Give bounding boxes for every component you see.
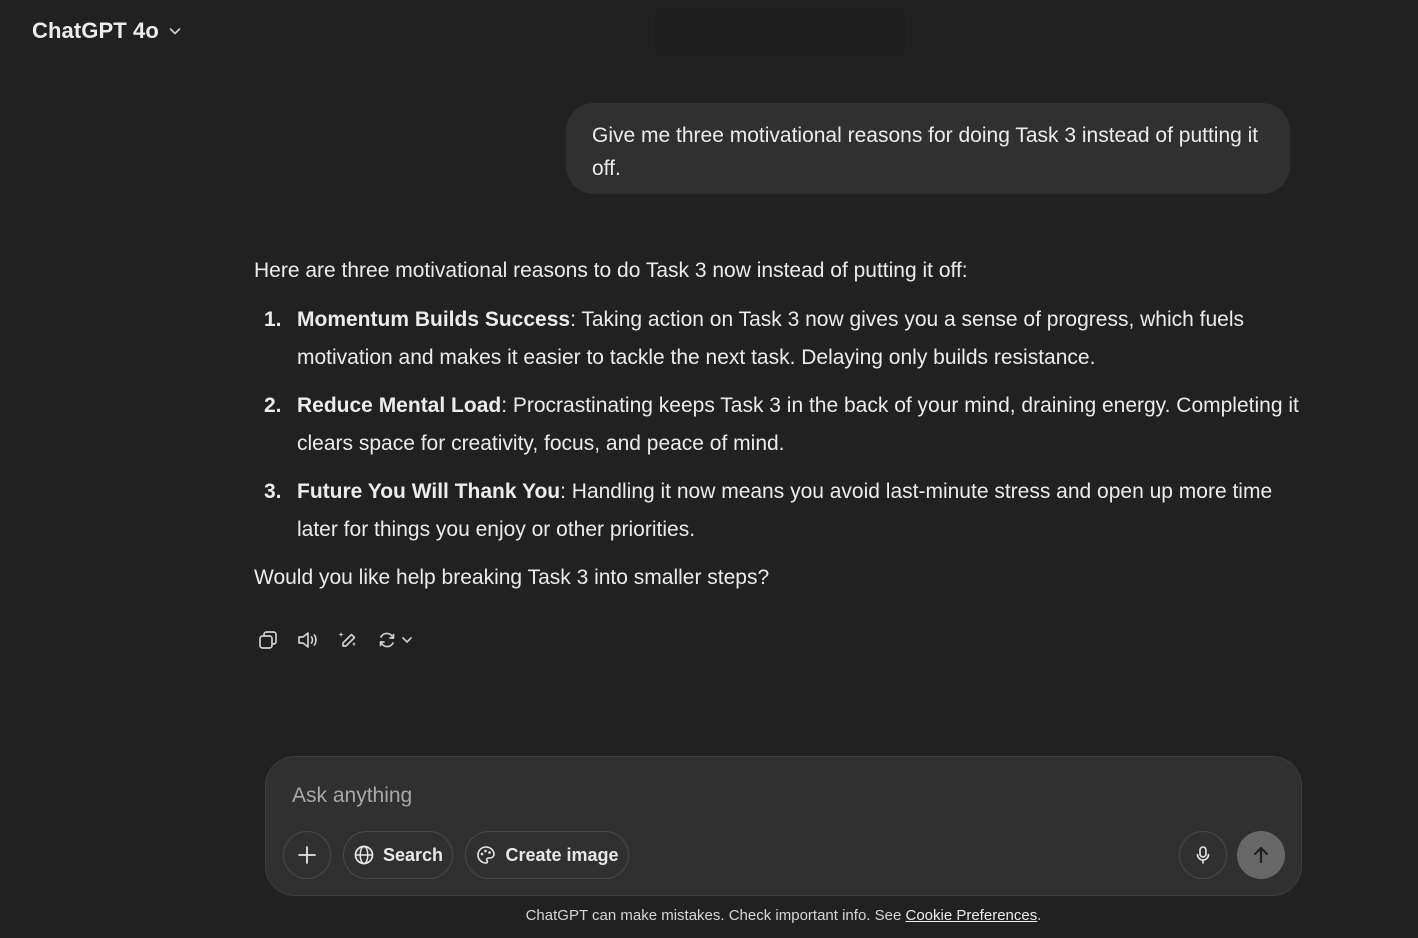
list-number: 1.	[264, 308, 282, 331]
disclaimer-text: ChatGPT can make mistakes. Check important info. See	[525, 907, 906, 924]
user-message: Give me three motivational reasons for doing Task 3 instead of putting it off.	[566, 103, 1290, 194]
list-item-title: Reduce Mental Load	[297, 394, 502, 417]
blurred-header-region	[655, 8, 905, 56]
model-selector[interactable]	[22, 12, 193, 50]
composer	[265, 756, 1302, 896]
list-item-title: Momentum Builds Success	[297, 308, 571, 331]
edit-sparkle-icon	[337, 629, 359, 651]
reasons-list	[254, 301, 1304, 549]
microphone-icon	[1193, 845, 1213, 865]
copy-icon	[257, 629, 279, 651]
assistant-message	[254, 252, 1304, 597]
plus-icon	[296, 844, 318, 866]
list-item	[254, 473, 1304, 549]
list-number: 2.	[264, 394, 282, 417]
regenerate-icon	[376, 629, 398, 651]
image-palette-icon	[475, 844, 497, 866]
read-aloud-icon	[296, 629, 320, 651]
copy-button[interactable]	[252, 624, 284, 656]
read-aloud-button[interactable]	[292, 624, 324, 656]
disclaimer	[0, 907, 1418, 924]
message-actions	[252, 624, 418, 656]
attach-button[interactable]	[283, 831, 331, 879]
list-item	[254, 301, 1304, 377]
regenerate-button[interactable]	[372, 624, 418, 656]
assistant-followup: Would you like help breaking Task 3 into smaller steps?	[254, 566, 770, 589]
assistant-intro: Here are three motivational reasons to do Task 3 now instead of putting it off:	[254, 259, 968, 282]
list-item-title: Future You Will Thank You	[297, 480, 561, 503]
disclaimer-suffix: .	[1037, 907, 1042, 924]
cookie-preferences-link[interactable]: Cookie Preferences	[905, 907, 1038, 924]
model-name: ChatGPT 4o	[32, 18, 159, 43]
search-button[interactable]	[343, 831, 453, 879]
chevron-down-icon	[167, 23, 183, 39]
voice-input-button[interactable]	[1179, 831, 1227, 879]
globe-icon	[353, 844, 375, 866]
list-item-text: : Procrastinating keeps Task 3 in the back of your mind, draining energy. Completing it clears space for creativity, focus, and peace of mind.	[297, 394, 1299, 455]
list-item-text: : Handling it now means you avoid last-minute stress and open up more time later for things you enjoy or other priorities.	[297, 480, 1273, 541]
create-image-button-label: Create image	[505, 844, 619, 865]
list-item-text: : Taking action on Task 3 now gives you a sense of progress, which fuels motivation and makes it easier to tackle the next task. Delaying only builds resistance.	[297, 308, 1245, 369]
edit-canvas-button[interactable]	[332, 624, 364, 656]
prompt-input[interactable]	[292, 779, 1192, 813]
chevron-down-icon	[400, 633, 414, 647]
create-image-button[interactable]	[465, 831, 629, 879]
send-button[interactable]	[1237, 831, 1285, 879]
search-button-label: Search	[382, 844, 444, 865]
arrow-up-icon	[1250, 844, 1272, 866]
list-number: 3.	[264, 480, 282, 503]
list-item	[254, 387, 1304, 463]
